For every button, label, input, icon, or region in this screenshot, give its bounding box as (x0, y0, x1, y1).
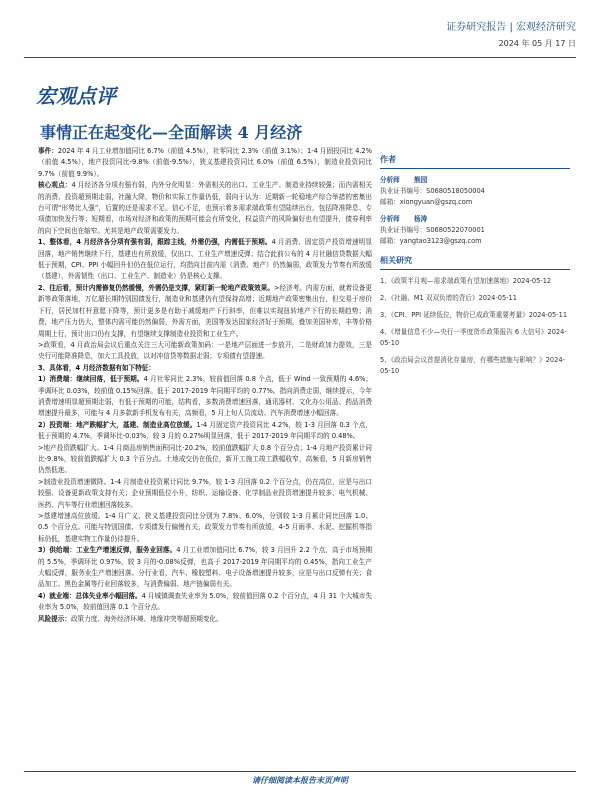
para-text: >制造业投资增速微降。1-4 月制造业投资累计同比 9.7%，较 1-3 月回落 0.2 个百分点，仍在高位，应是与出口较强、设备更新政策支持有关；企业预期低位小升，纺织、运输设备、化学制品业投资增速提升较多、电气机械、医药、汽车等行业增速回落较多。 (38, 477, 372, 509)
author-role-row (380, 214, 570, 225)
para-text: 4 月社零同比 2.3%，较前值回落 0.8 个点，低于 Wind 一致预期的 4.6%；季调环比 0.03%，较前值 0.15%回落。低于 2017-2019 年同期平均的 0.77%。指向消费走弱，继续提示，今年消费增速明显超预期走弱，有低于预期的可能，结构看，多数消费增速回落，通讯器材、文化办公用品、药品消费增速提升最多，可能与 4 月多款新手机发布有关，高频看，5 月上旬人员流动、汽车消费增速小幅回落。 (38, 375, 372, 418)
para-text: 4 月消费、固定资产投资增速明显回落，地产销售继续下行，基建也有所放缓，仅出口、工业生产增速反弹；结合此前公布的 4 月社融信贷数据大幅低于预期，CPI、PPI 小幅回升但仍在低位运行，均指向目前内需（消费、地产）仍然偏弱，政策发力节奏有所放缓（基建），外需韧性（出口、工业生产、制造业）仍是核心支撑。 (38, 238, 372, 281)
related-heading: 相关研究 (380, 255, 570, 270)
para-text: 2024 年 4 月工业增加值同比 6.7%（前值 4.5%），社零同比 2.3%（前值 3.1%）；1-4 月固投同比 4.2%（前值 4.5%），地产投资同比-9.8%（前值-9.5%），狭义基建投资同比 6.0%（前值 6.5%），制造业投资同比 9.7%（前值 9.9%）。 (38, 147, 372, 178)
risk-note (38, 614, 372, 625)
author-role-row (380, 175, 570, 186)
main-body (38, 146, 372, 625)
sidebar (380, 146, 570, 383)
report-type: 宏观点评 (36, 84, 116, 108)
para-text: 4 月经济各分项有强有弱，内外分化明显：外需相关的出口、工业生产、制造业持续较强；而内需相关的消费、投资超预期走弱，社融大降，物价和实际工作量仍低，弱向于认为：近期新一轮稳地产综合举措的密集出台可谓“形势比人强”，后置的还是需求不足。信心不足，也预示着多需求端政策有望陆续出台，包括降准降息、专项债加快发行等；短期看，市场对经济和政策的预期可能会有所变化，权益资产的风险偏好也有望提升，债券利率的向下空间也在缩窄。尤其是地产政策需要发力。 (38, 181, 373, 235)
related-item[interactable]: 3、《CPI、PPI 延续低位，物价已成政策重要考量》2024-05-11 (380, 311, 568, 319)
para-text: >政策看，4 月政治局会议后重点关注三大可能新政策加码：一是地产层面进一步放开，二是财政加力提效，三是央行可能降准降息，加大工具投放，以对冲信贷等数据走弱；专项债有望提速。 (38, 340, 372, 361)
author-name: 杨涛 (414, 215, 428, 223)
para-text: >基建增速高位放缓。1-4 月广义、狭义基建投资同比分别为 7.8%、6.0%，分别较 1-3 月累计同比回落 1.0、0.5 个百分点。可能与特别国债、专项债发行偏慢有关，政策发力节奏有所放缓，4-5 月雨季、水泥、挖掘机等指标仍低，基建实物工作量仍待提升。 (38, 512, 372, 543)
report-title: 事情正在起变化—全面解读 4 月经济 (40, 123, 303, 142)
related-item[interactable]: 5、《政治局会议首提消化存量房，有哪些措施与影响？》2024-05-10 (380, 356, 565, 375)
author-block (380, 214, 570, 247)
body-paragraph (38, 443, 372, 477)
author-block (380, 175, 570, 208)
para-lead: 核心观点： (38, 181, 72, 190)
body-paragraph (38, 545, 372, 591)
author-email-row (380, 197, 570, 208)
para-text: 4 月工业增加值同比 6.7%，较 3 月回升 2.2 个点，高于市场预期的 5.5%，季调环比 0.97%，较 3 月的-0.08%反弹，也高于 2017-2019 年同期平均的 0.45%，指向工业生产大幅反弹，服务业生产增速回落。分行业看，汽车、橡胶塑料、电子设备增速提升较多，应是与出口反弹有关；食品加工、黑色金属等行业回落较多，与消费偏弱、地产链偏弱有关。 (38, 546, 372, 589)
body-paragraph (38, 591, 372, 614)
risk-text: 政策力度、海外经济环境、地缘冲突等超预期变化。 (70, 614, 223, 623)
para-lead: 1、整体看，4 月经济各分项有强有弱，跟踪主线，外需仍强，内需低于预期。 (38, 238, 272, 247)
body-paragraph (38, 146, 372, 180)
report-org: 证券研究报告 | 宏观经济研究 (446, 22, 576, 33)
body-paragraph (38, 477, 372, 511)
body-paragraph (38, 180, 372, 237)
header-divider (24, 57, 576, 58)
footer-divider (24, 771, 576, 772)
para-lead: 3、具体看，4 月经济数据有如下特征： (38, 363, 155, 372)
para-text: >经济考。内需方面，就着设备更新等政策落地，万亿超长期特别国债发行，制造业和基建仍有望保持高增；近期地产政策密集出台，但交易于房价下行，居民加杠杆意愿下降等，预计更多是有助于减缓地产下行斜率，但难以实现扭转地产下行的长期趋势；消费，地产压力仍大，整体内需可能仍然偏弱，外需方面，美国等发达国家经济好于预期，叠加美国补库，丰等价格周期上行，预计出口仍有支撑，有望继续支撑制造业投资和工业生产。 (38, 283, 372, 338)
author-role: 分析师 (380, 215, 400, 223)
email-label: 邮箱： (380, 237, 400, 245)
related-item[interactable]: 2、《社融、M1 双双负增的背后》2024-05-11 (380, 294, 517, 302)
body-paragraph (38, 374, 372, 420)
author-email-row (380, 236, 570, 247)
para-lead: 3）供给端：工业生产增速反弹，服务业回落。 (38, 546, 177, 555)
risk-label: 风险提示： (38, 614, 71, 623)
author-role: 分析师 (380, 176, 400, 184)
para-lead: 事件： (38, 147, 58, 155)
body-paragraph (38, 363, 372, 374)
related-item[interactable]: 1、《政策半月观—需求端政策有望加速落地》2024-05-12 (380, 277, 552, 285)
author-email[interactable]: yangtao3123@gszq.com (399, 237, 482, 245)
para-lead: 4）就业端：总体失业率小幅回落。 (38, 591, 142, 600)
footer-disclaimer: 请仔细阅读本报告末页声明 (252, 776, 348, 785)
para-lead: 2）投资端：地产跌幅扩大，基建、制造业高位放缓。 (38, 420, 197, 429)
author-email[interactable]: xiongyuan@gszq.com (399, 198, 473, 206)
body-paragraph (38, 511, 372, 545)
author-cert: 执业证书编号：S0680518050004 (380, 187, 485, 195)
related-item[interactable]: 4、《增量信息不少—央行一季度货币政策报告 6 大信号》2024-05-10 (380, 328, 567, 347)
body-paragraph (38, 340, 372, 363)
para-text: >地产投资跌幅扩大。1-4 月商品房销售面积同比-20.2%，较前值跌幅扩大 0.8 个百分点；1-4 月地产投资累计同比-9.8%，较前值跌幅扩大 0.3 个百分点。土地成交仍在低位，新开工施工竣工跌幅收窄，高频看，5 月新房销售仍然低迷。 (38, 443, 372, 475)
report-date: 2024 年 05 月 17 日 (498, 39, 576, 48)
para-lead: 1）消费端：继续回落，低于预期。 (38, 375, 144, 384)
para-text: 4 月城镇调查失业率为 5.0%，较前值回落 0.2 个百分点，4 月 31 个大城市失业率为 5.0%，较前值回落 0.1 个百分点。 (38, 591, 372, 612)
para-lead: 2、往后看，预计内需修复仍然缓慢，外需仍是支撑，紧盯新一轮地产政策效果。 (38, 283, 274, 292)
authors-heading: 作者 (380, 154, 570, 169)
related-list (380, 276, 570, 377)
body-paragraph (38, 420, 372, 443)
author-cert: 执业证书编号：S0680522070001 (380, 226, 485, 234)
report-header (446, 18, 576, 49)
body-paragraph (38, 283, 372, 340)
body-paragraph (38, 237, 372, 283)
para-text: 1-4 月固定资产投资同比 4.2%，较 1-3 月回落 0.3 个点，低于预期的 4.7%，季调环比-0.03%，较 3 月的 0.27%明显回落，低于 2017-2019 年同期平均的 0.48%。 (38, 420, 372, 441)
email-label: 邮箱： (380, 198, 400, 206)
author-name: 熊园 (414, 176, 428, 184)
